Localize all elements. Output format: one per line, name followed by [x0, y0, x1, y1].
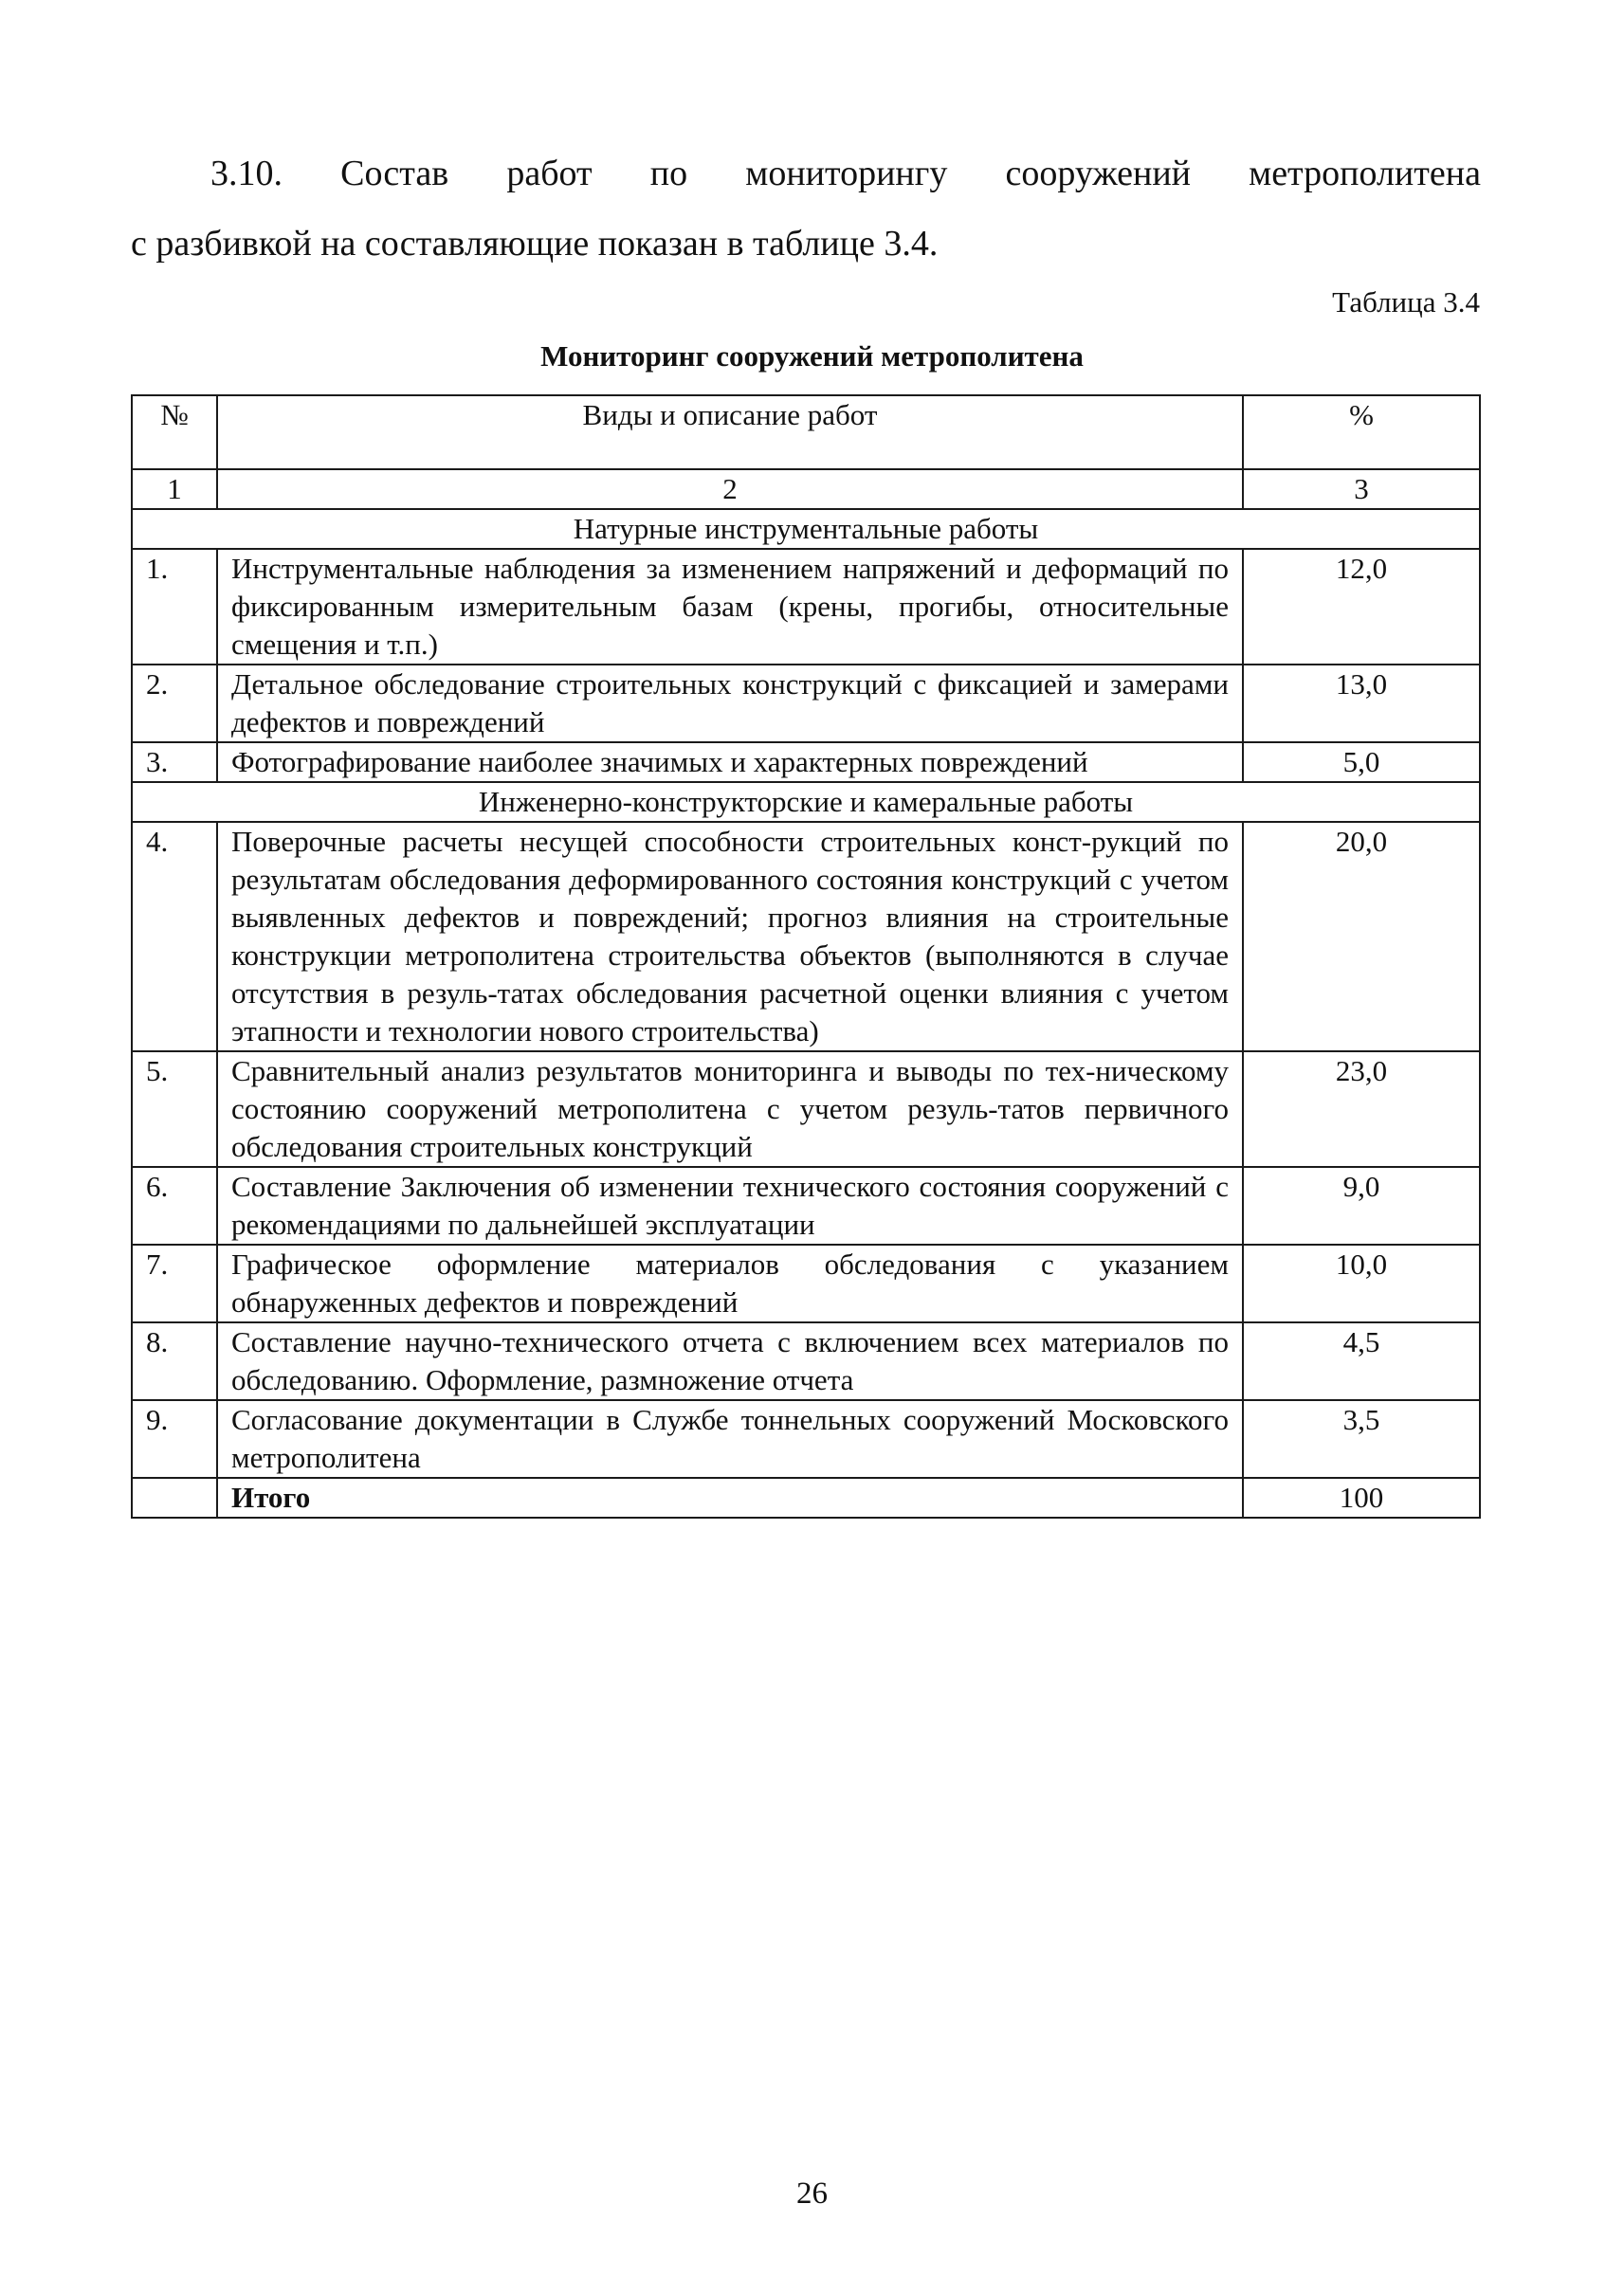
- row-pct: 3,5: [1243, 1400, 1480, 1478]
- row-num: 3.: [132, 742, 217, 782]
- section-title: Инженерно-конструкторские и камеральные работы: [132, 782, 1480, 822]
- paragraph-word: работ: [506, 154, 593, 193]
- section-title: Натурные инструментальные работы: [132, 509, 1480, 549]
- table-row: [132, 1322, 1480, 1400]
- paragraph-word: метрополитена: [1249, 154, 1481, 193]
- header-num: №: [132, 395, 217, 469]
- row-desc: Сравнительный анализ результатов мониторинга и выводы по тех-ническому состоянию сооружений метрополитена с учетом резуль-татов первичного обследования строительных конструкций: [217, 1051, 1243, 1167]
- row-pct: 12,0: [1243, 549, 1480, 665]
- table-title: Мониторинг сооружений метрополитена: [540, 339, 1084, 373]
- paragraph-word: сооружений: [1005, 154, 1191, 193]
- row-num: 2.: [132, 665, 217, 742]
- index-desc: 2: [217, 469, 1243, 509]
- row-pct: 10,0: [1243, 1245, 1480, 1322]
- row-num: 9.: [132, 1400, 217, 1478]
- row-desc: Согласование документации в Службе тоннельных сооружений Московского метрополитена: [217, 1400, 1243, 1478]
- paragraph-line-2: с разбивкой на составляющие показан в таблице 3.4.: [131, 224, 939, 264]
- total-num: [132, 1478, 217, 1518]
- total-pct: 100: [1243, 1478, 1480, 1518]
- paragraph-word: Состав: [340, 154, 449, 193]
- row-pct: 4,5: [1243, 1322, 1480, 1400]
- row-num: 5.: [132, 1051, 217, 1167]
- row-desc: Составление Заключения об изменении технического состояния сооружений с рекомендациями по дальнейшей эксплуатации: [217, 1167, 1243, 1245]
- paragraph-line-1: [210, 152, 1481, 195]
- table-row: [132, 665, 1480, 742]
- table-row: [132, 742, 1480, 782]
- table-row: [132, 1400, 1480, 1478]
- index-pct: 3: [1243, 469, 1480, 509]
- table-row: [132, 822, 1480, 1051]
- row-desc: Фотографирование наиболее значимых и характерных повреждений: [217, 742, 1243, 782]
- row-num: 7.: [132, 1245, 217, 1322]
- row-desc: Графическое оформление материалов обследования с указанием обнаруженных дефектов и повреждений: [217, 1245, 1243, 1322]
- paragraph-word: мониторингу: [745, 154, 948, 193]
- row-num: 1.: [132, 549, 217, 665]
- table-header-row: [132, 395, 1480, 469]
- section-row: [132, 782, 1480, 822]
- row-num: 6.: [132, 1167, 217, 1245]
- paragraph-word: 3.10.: [210, 154, 283, 193]
- paragraph-word: по: [649, 154, 688, 193]
- row-desc: Инструментальные наблюдения за изменением напряжений и деформаций по фиксированным измерительным базам (крены, прогибы, относительные смещения и т.п.): [217, 549, 1243, 665]
- row-pct: 13,0: [1243, 665, 1480, 742]
- page-number: 26: [796, 2177, 828, 2211]
- total-label: Итого: [217, 1478, 1243, 1518]
- header-desc: Виды и описание работ: [217, 395, 1243, 469]
- section-row: [132, 509, 1480, 549]
- works-table: [131, 394, 1481, 1519]
- row-pct: 9,0: [1243, 1167, 1480, 1245]
- total-row: [132, 1478, 1480, 1518]
- row-desc: Поверочные расчеты несущей способности строительных конст-рукций по результатам обследования деформированного состояния конструкций с учетом выявленных дефектов и повреждений; прогноз влияния на строительные конструкции метрополитена строительства объектов (выполняются в случае отсутствия в резуль-татах обследования расчетной оценки влияния с учетом этапности и технологии нового строительства): [217, 822, 1243, 1051]
- table-label: Таблица 3.4: [1332, 285, 1480, 319]
- row-num: 4.: [132, 822, 217, 1051]
- row-desc: Детальное обследование строительных конструкций с фиксацией и замерами дефектов и повреждений: [217, 665, 1243, 742]
- table-row: [132, 549, 1480, 665]
- row-num: 8.: [132, 1322, 217, 1400]
- column-index-row: [132, 469, 1480, 509]
- table-row: [132, 1167, 1480, 1245]
- row-pct: 5,0: [1243, 742, 1480, 782]
- table-row: [132, 1245, 1480, 1322]
- row-pct: 20,0: [1243, 822, 1480, 1051]
- row-desc: Составление научно-технического отчета с включением всех материалов по обследованию. Оформление, размножение отчета: [217, 1322, 1243, 1400]
- table-row: [132, 1051, 1480, 1167]
- index-num: 1: [132, 469, 217, 509]
- header-pct: %: [1243, 395, 1480, 469]
- row-pct: 23,0: [1243, 1051, 1480, 1167]
